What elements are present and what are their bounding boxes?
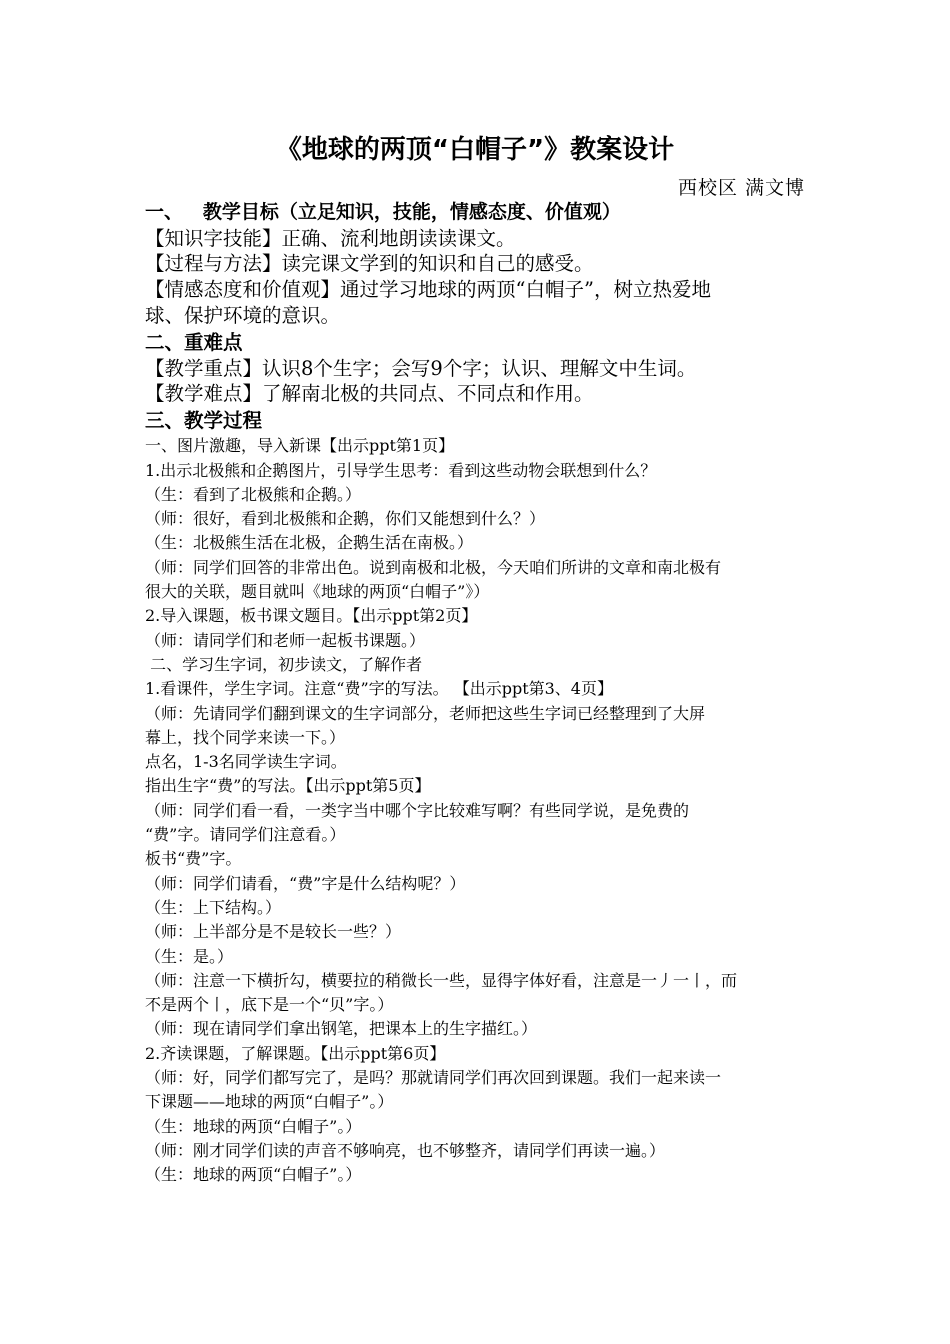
process-line: （生：看到了北极熊和企鹅。） xyxy=(145,484,362,504)
process-line: （师：上半部分是不是较长一些？） xyxy=(145,922,402,942)
process-line: 2.导入课题，板书课文题目。【出示ppt第2页】 xyxy=(145,606,478,626)
process-line: （师：注意一下横折勾，横要拉的稍微长一些，显得字体好看，注意是一丿一丨，而 xyxy=(145,970,738,990)
process-lines xyxy=(145,434,807,1187)
process-line: （师：同学们请看，“费”字是什么结构呢？） xyxy=(145,873,466,893)
process-line: 很大的关联，题目就叫《地球的两顶“白帽子”》） xyxy=(145,582,490,602)
section-heading-key-points: 二、重难点 xyxy=(145,330,243,354)
process-line: （生：上下结构。） xyxy=(145,897,282,917)
process-line: 一、图片激趣，导入新课【出示ppt第1页】 xyxy=(145,436,455,456)
process-line: （师：好，同学们都写完了，是吗？那就请同学们再次回到课题。我们一起来读一 xyxy=(145,1068,722,1087)
key-point: 【教学重点】认识8个生字；会写9个字；认识、理解文中生词。 xyxy=(145,356,697,380)
process-line: （师：刚才同学们读的声音不够响亮，也不够整齐，请同学们再读一遍。） xyxy=(145,1140,666,1160)
process-line: （生：北极熊生活在北极，企鹅生活在南极。） xyxy=(145,533,474,553)
process-line: 二、学习生字词，初步读文，了解作者 xyxy=(145,654,423,674)
process-line: （师：同学们看一看，一类字当中哪个字比较难写啊？有些同学说，是免费的 xyxy=(145,800,690,820)
process-line: 幕上，找个同学来读一下。） xyxy=(145,727,346,747)
process-line: 指出生字“费”的写法。【出示ppt第5页】 xyxy=(145,776,431,796)
process-line: 不是两个丨，底下是一个“贝”字。） xyxy=(145,995,394,1015)
document-title: 《地球的两顶“白帽子”》教案设计 xyxy=(275,135,675,165)
process-line: （师：同学们回答的非常出色。说到南极和北极，今天咱们所讲的文章和南北极有 xyxy=(145,557,722,577)
process-line: （师：很好，看到北极熊和企鹅，你们又能想到什么？） xyxy=(145,509,546,529)
document-body xyxy=(145,200,807,1187)
section-heading-process: 三、教学过程 xyxy=(145,409,263,433)
goal-values-line2: 球、保护环境的意识。 xyxy=(145,303,341,327)
process-line: 点名，1-3名同学读生字词。 xyxy=(145,752,347,772)
process-line: 下课题——地球的两顶“白帽子”。） xyxy=(145,1092,394,1112)
process-line: （师：请同学们和老师一起板书课题。） xyxy=(145,630,426,650)
process-line: 1.出示北极熊和企鹅图片，引导学生思考：看到这些动物会联想到什么？ xyxy=(145,460,657,480)
goal-knowledge: 【知识字技能】正确、流利地朗读读课文。 xyxy=(145,226,516,250)
process-line: （生：地球的两顶“白帽子”。） xyxy=(145,1116,362,1136)
process-line: 板书“费”字。 xyxy=(145,849,242,869)
process-line: 2.齐读课题，了解课题。【出示ppt第6页】 xyxy=(145,1043,446,1063)
section-heading-goals: 一、 教学目标（立足知识，技能，情感态度、价值观） xyxy=(145,201,621,223)
process-line: 1.看课件，学生字词。注意“费”字的写法。 【出示ppt第3、4页】 xyxy=(145,679,613,699)
goal-values-line1: 【情感态度和价值观】通过学习地球的两顶“白帽子”，树立热爱地 xyxy=(145,278,711,302)
author-line: 西校区 满文博 xyxy=(677,177,805,199)
difficult-point: 【教学难点】了解南北极的共同点、不同点和作用。 xyxy=(145,382,594,406)
process-line: （师：现在请同学们拿出钢笔，把课本上的生字描红。） xyxy=(145,1019,538,1039)
process-line: “费”字。请同学们注意看。） xyxy=(145,825,346,845)
goal-process: 【过程与方法】读完课文学到的知识和自己的感受。 xyxy=(145,252,594,276)
process-line: （师：先请同学们翻到课文的生字词部分，老师把这些生字词已经整理到了大屏 xyxy=(145,703,706,723)
process-line: （生：是。） xyxy=(145,946,234,966)
process-line: （生：地球的两顶“白帽子”。） xyxy=(145,1165,362,1185)
